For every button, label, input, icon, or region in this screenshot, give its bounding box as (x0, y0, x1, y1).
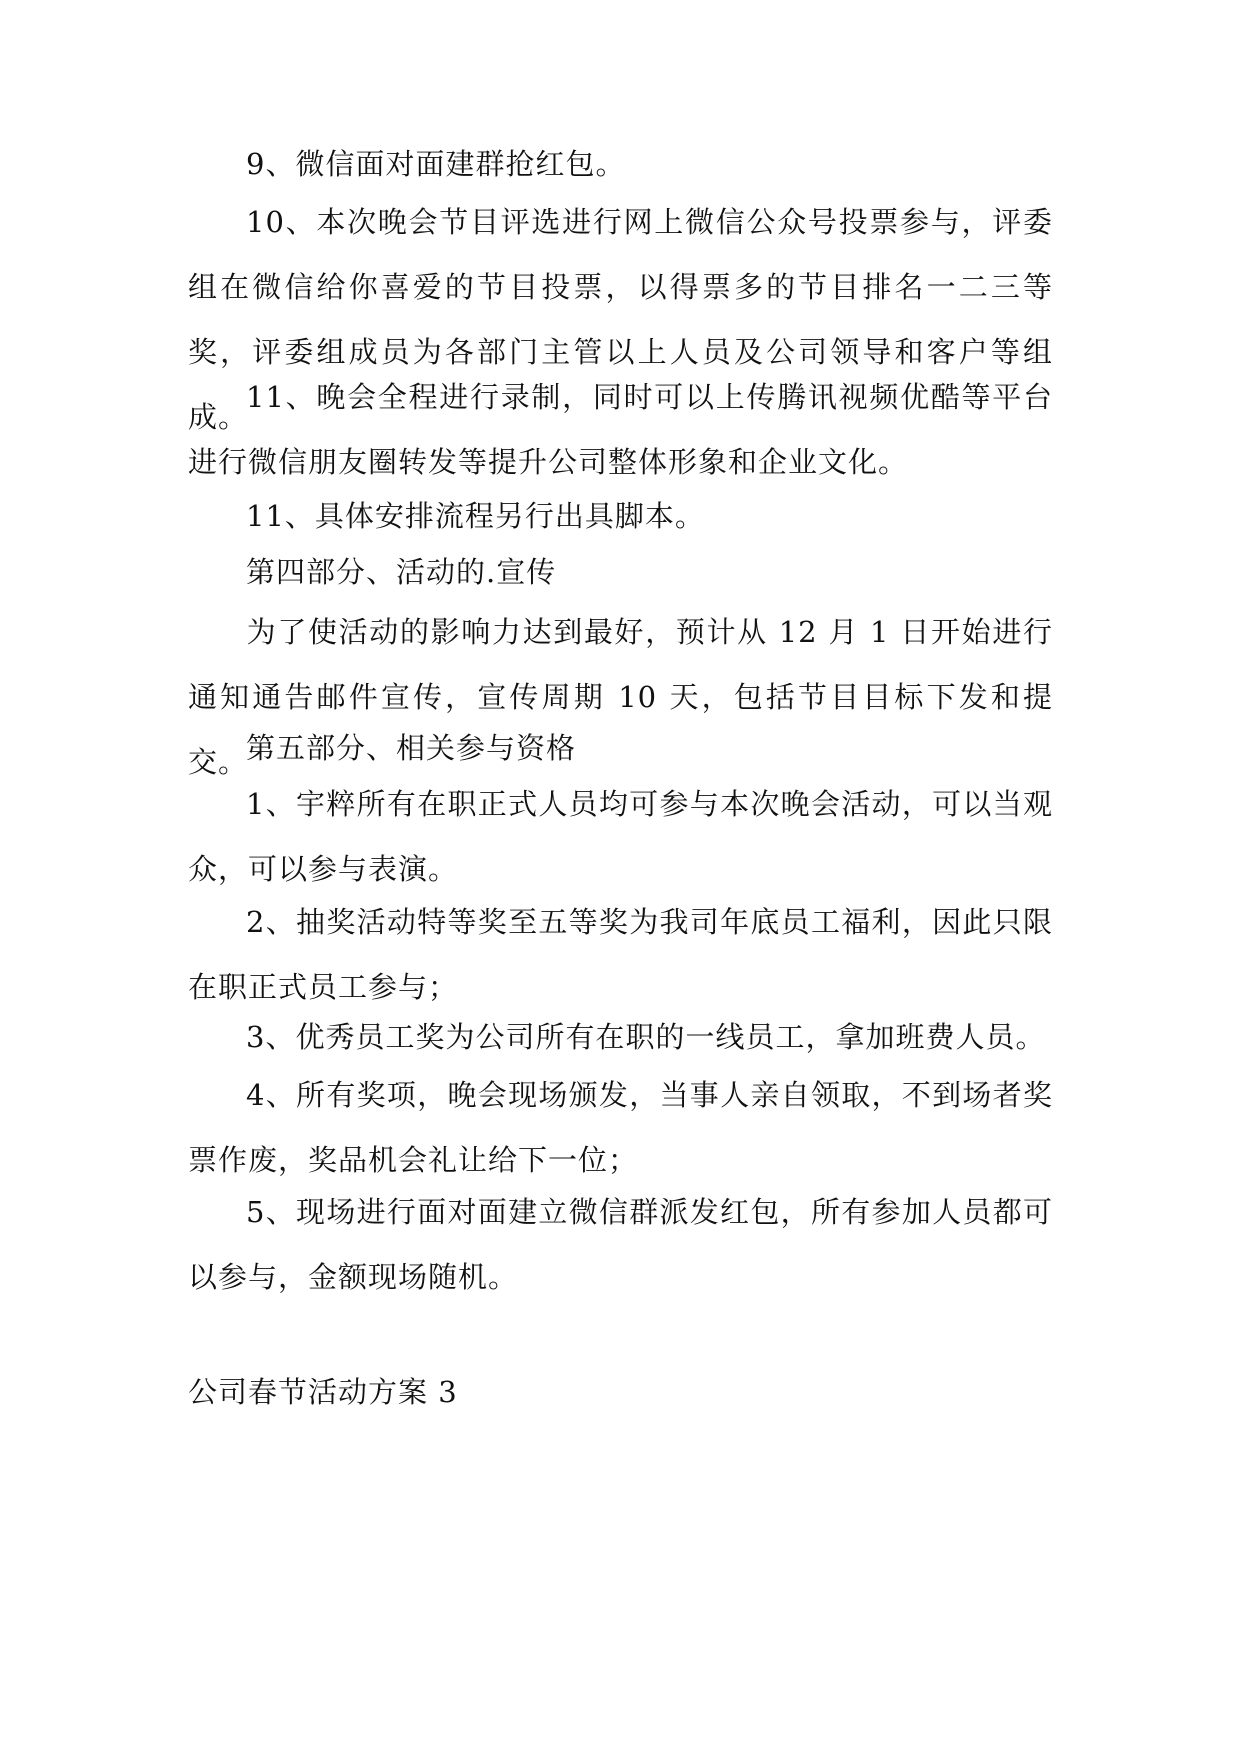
paragraph-text: 为了使活动的影响力达到最好，预计从 12 月 1 日开始进行通知通告邮件宣传，宣传周期 10 天，包括节目目标下发和提交。 (188, 615, 1053, 779)
paragraph-text: 9、微信面对面建群抢红包。 (246, 147, 626, 181)
paragraph-text: 10、本次晚会节目评选进行网上微信公众号投票参与，评委组在微信给你喜爱的节目投票，以得票多的节目排名一二三等奖，评委组成员为各部门主管以上人员及公司领导和客户等组成。 (188, 205, 1053, 434)
section-heading-part4 (188, 540, 1053, 605)
paragraph-eligibility-3 (188, 1005, 1053, 1070)
paragraph-text: 2、抽奖活动特等奖至五等奖为我司年底员工福利，因此只限在职正式员工参与； (188, 905, 1053, 1004)
section-title: 公司春节活动方案 3 (188, 1375, 458, 1409)
paragraph-item-9 (188, 132, 1053, 197)
paragraph-text: 11、晚会全程进行录制，同时可以上传腾讯视频优酷等平台进行微信朋友圈转发等提升公司整体形象和企业文化。 (188, 380, 1053, 479)
paragraph-text: 第四部分、活动的.宣传 (246, 555, 557, 589)
paragraph-eligibility-2 (188, 890, 1053, 1020)
paragraph-eligibility-4 (188, 1063, 1053, 1193)
paragraph-text: 第五部分、相关参与资格 (246, 731, 577, 765)
paragraph-text: 1、宇粹所有在职正式人员均可参与本次晚会活动，可以当观众，可以参与表演。 (188, 787, 1053, 886)
paragraph-text: 4、所有奖项，晚会现场颁发，当事人亲自领取，不到场者奖票作废，奖品机会礼让给下一位； (188, 1078, 1053, 1177)
paragraph-item-11-recording (188, 365, 1053, 495)
paragraph-eligibility-5 (188, 1180, 1053, 1310)
paragraph-eligibility-1 (188, 772, 1053, 902)
paragraph-text: 3、优秀员工奖为公司所有在职的一线员工，拿加班费人员。 (246, 1020, 1046, 1054)
paragraph-text: 5、现场进行面对面建立微信群派发红包，所有参加人员都可以参与，金额现场随机。 (188, 1195, 1053, 1294)
paragraph-text: 11、具体安排流程另行出具脚本。 (246, 499, 705, 533)
